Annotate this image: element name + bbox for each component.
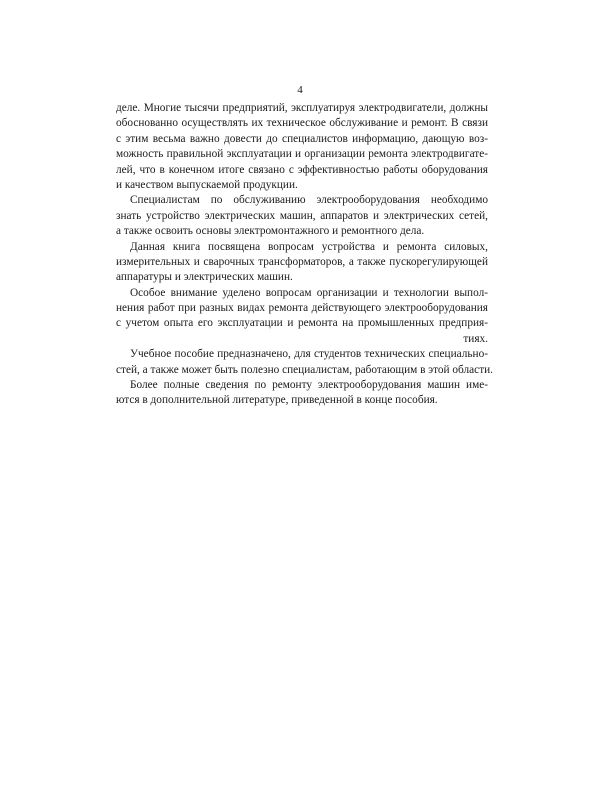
text-line: Более полные сведения по ремонту электрооборудования машин име-: [130, 379, 488, 392]
text-line: Учебное пособие предназначено, для студентов технических специально-: [130, 348, 488, 361]
paragraph-book-topic: [116, 240, 488, 286]
paragraph-intro-continuation: [116, 101, 488, 193]
text-line: с учетом опыта его эксплуатации и ремонта на промышленных предприя-: [116, 317, 488, 330]
text-line: знать устройство электрических машин, аппаратов и электрических сетей,: [116, 209, 488, 222]
text-line: и качеством выпускаемой продукции.: [116, 178, 298, 191]
text-line: обоснованно осуществлять их техническое обслуживание и ремонт. В связи: [116, 117, 488, 130]
paragraph-focus: [116, 286, 488, 348]
paragraph-further-reading: [116, 378, 488, 409]
text-line: а также освоить основы электромонтажного и ремонтного дела.: [116, 225, 425, 238]
paragraph-audience: [116, 347, 494, 378]
text-line: аппаратуры и электрических машин.: [116, 271, 293, 284]
text-line: нения работ при разных видах ремонта действующего электрооборудования: [116, 302, 488, 315]
text-line: ются в дополнительной литературе, приведенной в конце пособия.: [116, 394, 438, 407]
text-line: Специалистам по обслуживанию электрооборудования необходимо: [130, 194, 488, 207]
text-line: стей, а также может быть полезно специалистам, работающим в этой области.: [116, 363, 494, 376]
text-line: лей, что в конечном итоге связано с эффективностью работы оборудования: [116, 163, 488, 176]
text-line: Особое внимание уделено вопросам организации и технологии выпол-: [130, 286, 488, 299]
body-text: [116, 101, 494, 409]
paragraph-specialists: [116, 193, 488, 239]
text-line: можность правильной эксплуатации и организации ремонта электродвигате-: [116, 148, 488, 161]
text-line: тиях.: [463, 332, 488, 345]
text-line: с этим весьма важно довести до специалистов информацию, дающую воз-: [116, 132, 488, 145]
text-line: измерительных и сварочных трансформаторов, а также пускорегулирующей: [116, 255, 488, 268]
page-number: 4: [297, 84, 303, 96]
text-line: деле. Многие тысячи предприятий, эксплуатируя электродвигатели, должны: [116, 102, 488, 114]
text-line: Данная книга посвящена вопросам устройства и ремонта силовых,: [130, 240, 488, 253]
